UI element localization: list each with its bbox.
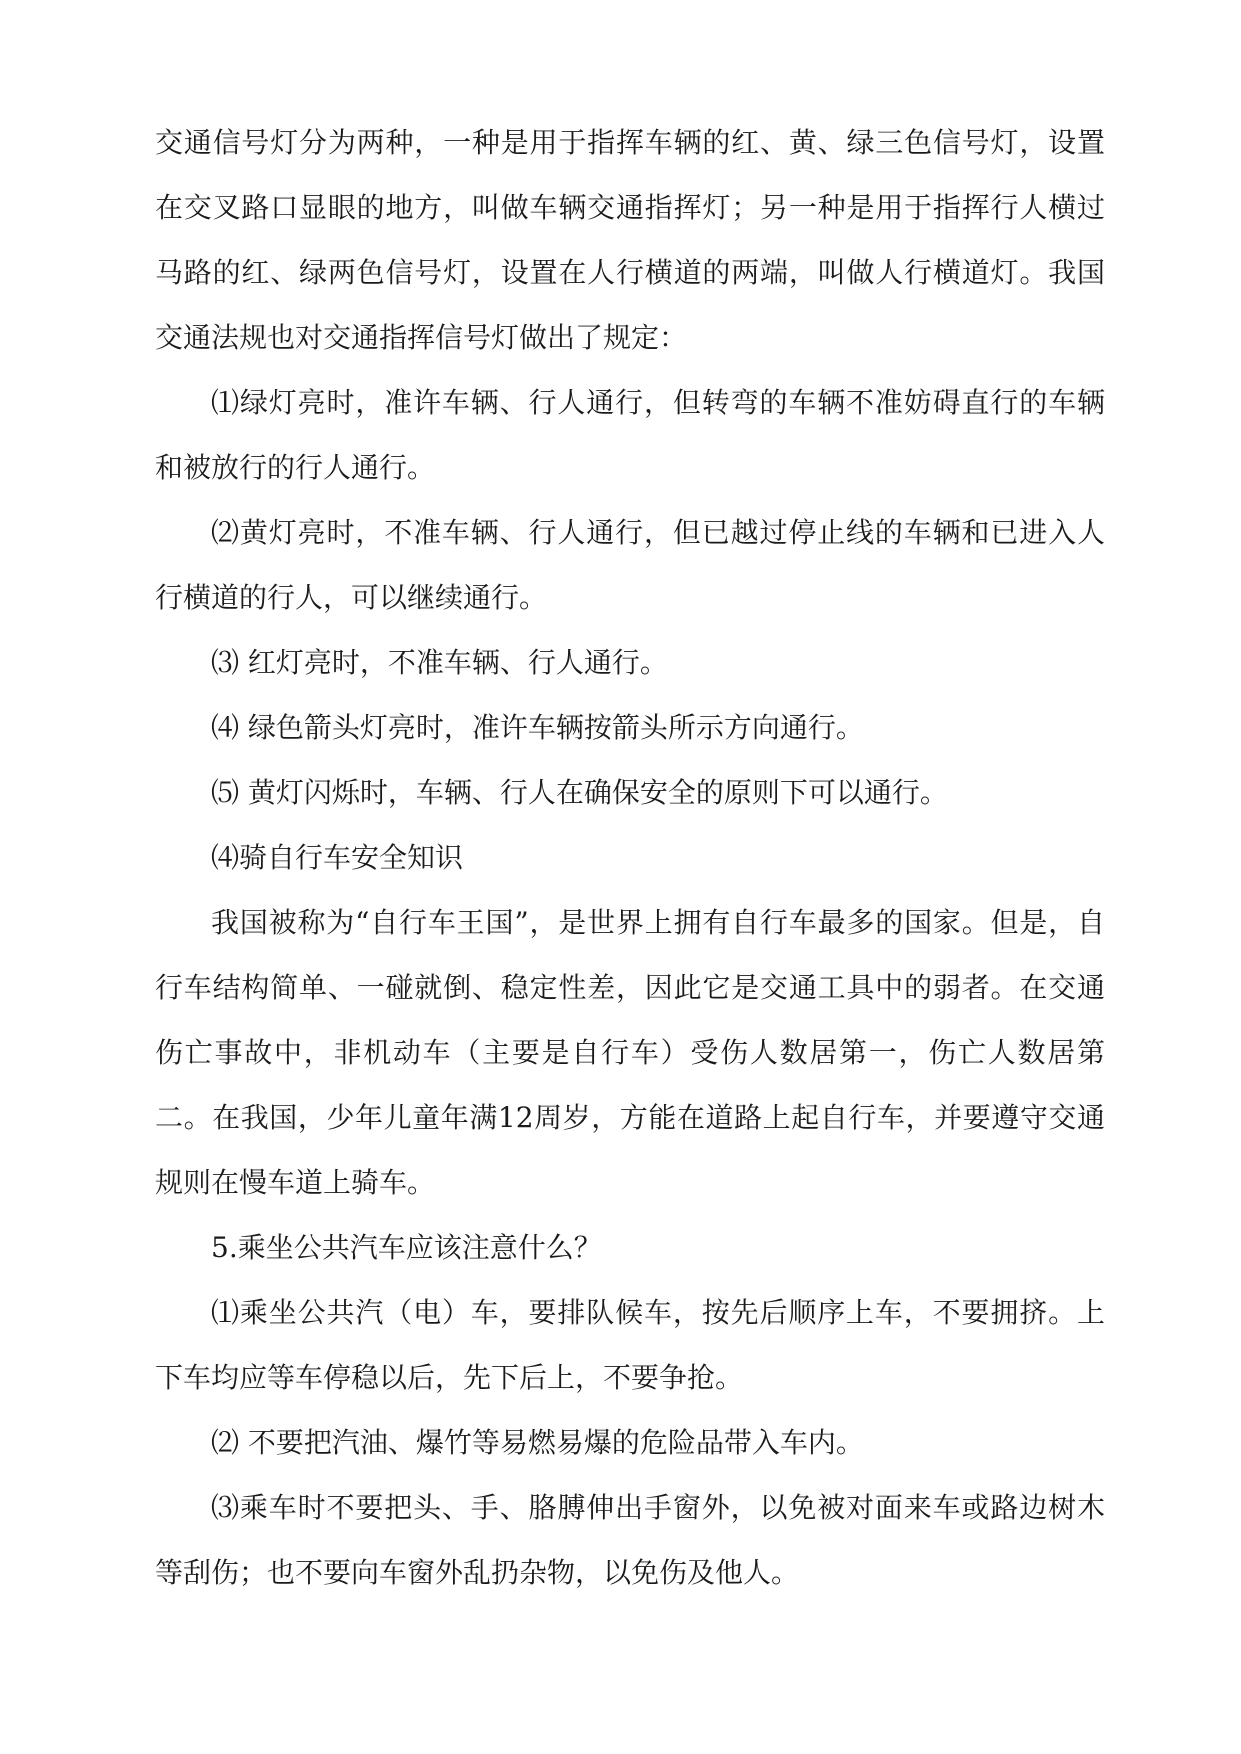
paragraph-traffic-lights-intro: 交通信号灯分为两种，一种是用于指挥车辆的红、黄、绿三色信号灯，设置在交叉路口显眼的地方，叫做车辆交通指挥灯；另一种是用于指挥行人横过马路的红、绿两色信号灯，设置在人行横道的两端，叫做人行横道灯。我国交通法规也对交通指挥信号灯做出了规定：: [155, 126, 1105, 354]
section-heading-bicycle-safety: ⑷骑自行车安全知识: [211, 841, 464, 874]
paragraph-rule-yellow-light: ⑵黄灯亮时，不准车辆、行人通行，但已越过停止线的车辆和已进入人行横道的行人，可以继续通行。: [155, 516, 1105, 614]
paragraph-rule-green-arrow: ⑷ 绿色箭头灯亮时，准许车辆按箭头所示方向通行。: [211, 711, 864, 744]
paragraph-rule-red-light: ⑶ 红灯亮时，不准车辆、行人通行。: [211, 646, 668, 679]
paragraph-rule-green-light: ⑴绿灯亮时，准许车辆、行人通行，但转弯的车辆不准妨碍直行的车辆和被放行的行人通行。: [155, 386, 1105, 484]
paragraph-bus-rule-dangerous-goods: ⑵ 不要把汽油、爆竹等易燃易爆的危险品带入车内。: [211, 1426, 864, 1459]
document-body: [155, 110, 1105, 1605]
paragraph-bicycle-kingdom: 我国被称为“自行车王国”，是世界上拥有自行车最多的国家。但是，自行车结构简单、一碰就倒、稳定性差，因此它是交通工具中的弱者。在交通伤亡事故中，非机动车（主要是自行车）受伤人数居第一，伤亡人数居第二。在我国，少年儿童年满12周岁，方能在道路上起自行车，并要遵守交通规则在慢车道上骑车。: [155, 906, 1105, 1199]
paragraph-rule-yellow-flashing: ⑸ 黄灯闪烁时，车辆、行人在确保安全的原则下可以通行。: [211, 776, 948, 809]
paragraph-bus-rule-queue: ⑴乘坐公共汽（电）车，要排队候车，按先后顺序上车，不要拥挤。上下车均应等车停稳以后，先下后上，不要争抢。: [155, 1296, 1105, 1394]
paragraph-bus-rule-window: ⑶乘车时不要把头、手、胳膊伸出手窗外，以免被对面来车或路边树木等刮伤；也不要向车窗外乱扔杂物，以免伤及他人。: [155, 1491, 1105, 1589]
section-heading-bus-riding: 5.乘坐公共汽车应该注意什么？: [211, 1231, 602, 1264]
